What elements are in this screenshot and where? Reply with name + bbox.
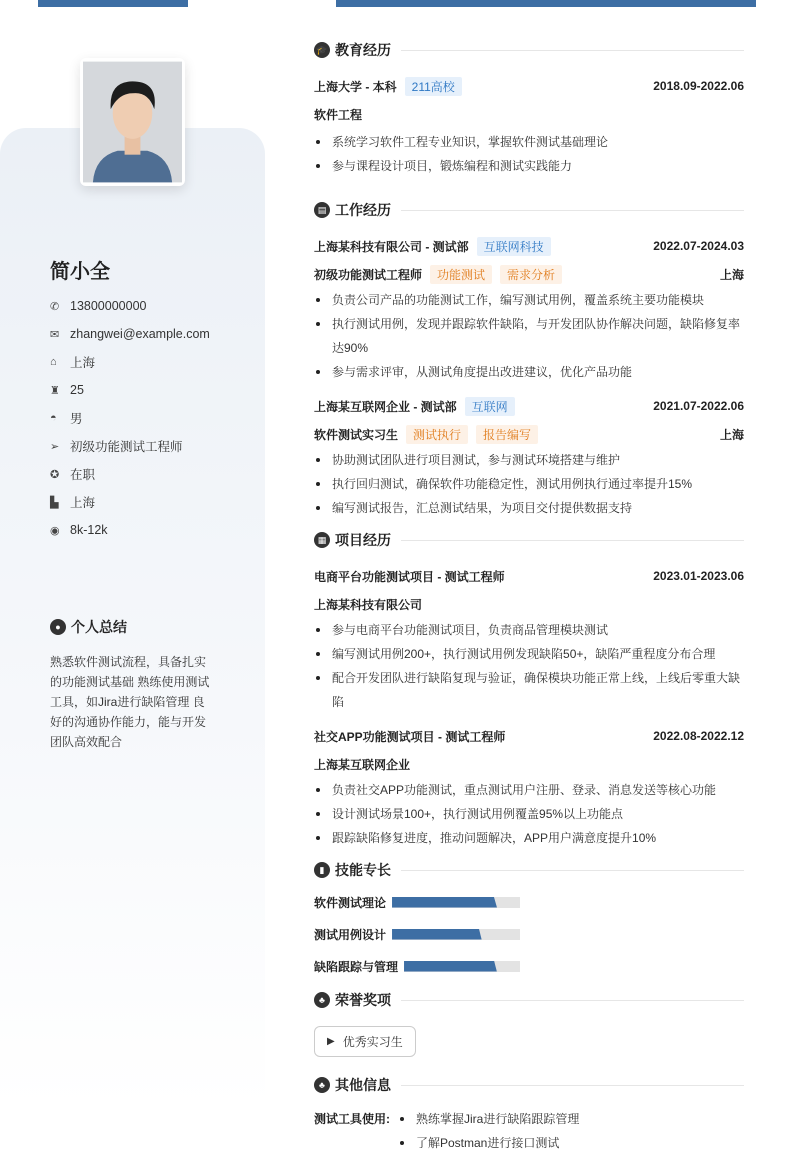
education-entry — [314, 72, 744, 100]
bullet: 跟踪缺陷修复进度，推动问题解决，APP用户满意度提升10% — [314, 826, 744, 850]
user-icon: ◓ — [50, 412, 57, 424]
salary: 8k-12k — [70, 523, 108, 537]
skill-tag: 测试执行 — [406, 425, 468, 444]
briefcase-icon: ▤ — [314, 202, 330, 218]
bullet: 配合开发团队进行缺陷复现与验证，确保模块功能正常上线，上线后零重大缺陷 — [314, 666, 744, 714]
organization: 上海某科技有限公司 — [314, 597, 423, 612]
contact-info — [50, 292, 210, 544]
bullet: 设计测试场景100+，执行测试用例覆盖95%以上功能点 — [314, 802, 744, 826]
section-work — [314, 200, 744, 220]
section-education — [314, 40, 744, 60]
skill-bar-fill — [392, 929, 482, 940]
skill-name: 测试用例设计 — [314, 927, 387, 942]
send-icon: ➢ — [50, 440, 60, 453]
email: zhangwei@example.com — [70, 327, 210, 341]
top-accent-bar — [336, 0, 756, 7]
section-awards — [314, 990, 744, 1010]
award-icon: ♣ — [314, 992, 330, 1008]
date: 2023.01-2023.06 — [653, 569, 744, 583]
section-title: 工作经历 — [335, 202, 391, 218]
project-entry — [314, 562, 744, 714]
skill-bar-fill — [404, 961, 497, 972]
gender: 男 — [70, 412, 83, 426]
section-skills — [314, 860, 744, 880]
industry-tag: 互联网科技 — [477, 237, 551, 256]
skill-name: 缺陷跟踪与管理 — [314, 959, 399, 974]
skill-bar — [404, 961, 520, 972]
bullet: 执行回归测试，确保软件功能稳定性，测试用例执行通过率提升15% — [314, 472, 744, 496]
play-icon: ▶ — [327, 1036, 335, 1047]
city: 上海 — [719, 267, 744, 282]
section-projects — [314, 530, 744, 550]
target-icon: ◉ — [50, 524, 60, 537]
bullet: 了解Postman进行接口测试 — [398, 1131, 744, 1155]
bullet: 负责公司产品的功能测试工作，编写测试用例，覆盖系统主要功能模块 — [314, 288, 744, 312]
status-icon: ✪ — [50, 468, 60, 481]
mail-icon: ✉ — [50, 328, 60, 341]
graduation-cap-icon: 🎓 — [314, 42, 330, 58]
chart-icon: ▮ — [314, 862, 330, 878]
bullet: 熟练掌握Jira进行缺陷跟踪管理 — [398, 1107, 744, 1131]
skill-name: 软件测试理论 — [314, 895, 387, 910]
skill-tag: 需求分析 — [500, 265, 562, 284]
company: 上海某科技有限公司 - 测试部 — [314, 239, 469, 254]
info-icon: ♣ — [314, 1077, 330, 1093]
award-label: 优秀实习生 — [342, 1035, 403, 1049]
bullet: 负责社交APP功能测试，重点测试用户注册、登录、消息发送等核心功能 — [314, 778, 744, 802]
skill-tag: 报告编写 — [476, 425, 538, 444]
section-title: 教育经历 — [335, 42, 391, 58]
role: 软件测试实习生 — [314, 427, 399, 442]
home-icon: ⌂ — [50, 356, 57, 368]
location: 上海 — [70, 356, 96, 370]
project-name: 社交APP功能测试项目 - 测试工程师 — [314, 729, 506, 744]
date: 2018.09-2022.06 — [653, 79, 744, 93]
main-content — [314, 40, 744, 1155]
status: 在职 — [70, 468, 96, 482]
city: 上海 — [719, 427, 744, 442]
industry-tag: 互联网 — [465, 397, 515, 416]
other-label: 测试工具使用: — [314, 1112, 390, 1126]
major: 软件工程 — [314, 107, 363, 122]
phone: 13800000000 — [70, 299, 147, 313]
date: 2021.07-2022.06 — [653, 399, 744, 413]
bullet: 编写测试用例200+，执行测试用例发现缺陷50+，缺陷严重程度分布合理 — [314, 642, 744, 666]
section-title: 技能专长 — [335, 862, 391, 878]
bullet: 协助测试团队进行项目测试，参与测试环境搭建与维护 — [314, 448, 744, 472]
cake-icon: ♜ — [50, 384, 60, 397]
summary-title: 个人总结 — [71, 619, 127, 635]
date: 2022.08-2022.12 — [653, 729, 744, 743]
bullet: 参与需求评审，从测试角度提出改进建议，优化产品功能 — [314, 360, 744, 384]
section-title: 项目经历 — [335, 532, 391, 548]
section-title: 荣誉奖项 — [335, 992, 391, 1008]
skill-item — [314, 886, 535, 918]
top-accent-bar — [38, 0, 188, 7]
work-entry — [314, 392, 744, 520]
building-icon: ▙ — [50, 496, 59, 509]
summary-heading — [50, 617, 215, 637]
city: 上海 — [70, 496, 96, 510]
school-tag: 211高校 — [405, 77, 462, 96]
skill-item — [314, 918, 535, 950]
grid-icon: ▦ — [314, 532, 330, 548]
company: 上海某互联网企业 - 测试部 — [314, 399, 457, 414]
avatar-photo — [80, 58, 185, 186]
school: 上海大学 - 本科 — [314, 79, 397, 94]
skill-bar — [392, 929, 520, 940]
section-other — [314, 1075, 744, 1095]
project-entry — [314, 722, 744, 850]
bullet: 系统学习软件工程专业知识，掌握软件测试基础理论 — [314, 130, 744, 154]
skill-bar-fill — [392, 897, 497, 908]
user-circle-icon: ● — [50, 619, 66, 635]
organization: 上海某互联网企业 — [314, 757, 411, 772]
bullet: 编写测试报告，汇总测试结果，为项目交付提供数据支持 — [314, 496, 744, 520]
position: 初级功能测试工程师 — [70, 440, 183, 454]
candidate-name: 简小全 — [50, 261, 110, 283]
skill-item — [314, 950, 535, 982]
role: 初级功能测试工程师 — [314, 267, 423, 282]
skill-tag: 功能测试 — [430, 265, 492, 284]
award-item — [314, 1026, 416, 1057]
summary-text: 熟悉软件测试流程，具备扎实的功能测试基础 熟练使用测试工具，如Jira进行缺陷管理 良好的沟通协作能力，能与开发团队高效配合 — [50, 655, 210, 749]
age: 25 — [70, 383, 84, 397]
bullet: 执行测试用例，发现并跟踪软件缺陷，与开发团队协作解决问题，缺陷修复率达90% — [314, 312, 744, 360]
bullet: 参与课程设计项目，锻炼编程和测试实践能力 — [314, 154, 744, 178]
bullet: 参与电商平台功能测试项目，负责商品管理模块测试 — [314, 618, 744, 642]
phone-icon: ✆ — [50, 300, 60, 313]
section-title: 其他信息 — [335, 1077, 391, 1093]
date: 2022.07-2024.03 — [653, 239, 744, 253]
work-entry — [314, 232, 744, 384]
project-name: 电商平台功能测试项目 - 测试工程师 — [314, 569, 505, 584]
skill-bar — [392, 897, 520, 908]
